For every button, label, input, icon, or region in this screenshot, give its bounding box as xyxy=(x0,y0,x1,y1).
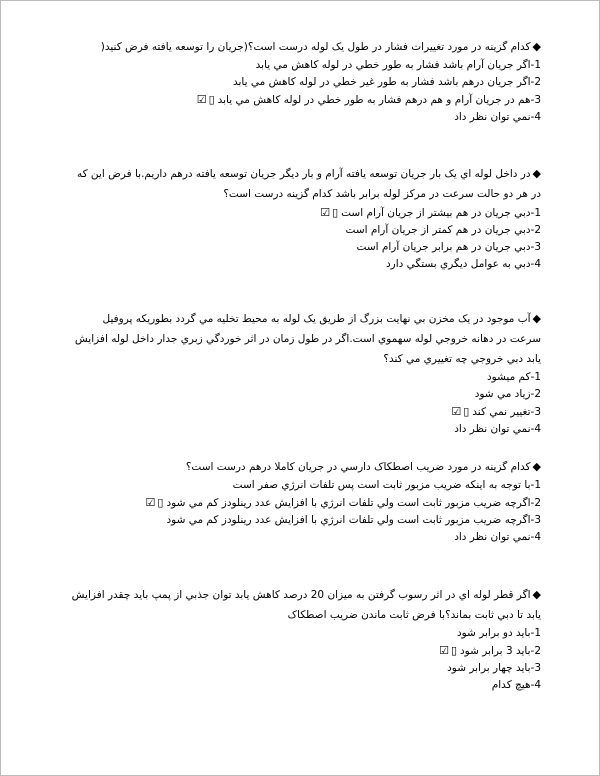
question-text: ◆اگر قطر لوله اي در اثر رسوب گرفتن به ميزان 20 درصد کاهش يابد توان جذبي از پمپ بايد چقدر افزايش يابد تا دبي ثابت بماند؟با فرض ثابت ماندن ضريب اصطکاک xyxy=(71,585,541,625)
question-text: ◆در داخل لوله اي يک بار جريان توسعه يافته آرام و بار ديگر جريان توسعه يافته درهم داريم.با فرض اين که در هر دو حالت سرعت در مرکز لوله برابر باشد کدام گزينه درست است؟ xyxy=(71,164,541,204)
question-text: ◆آب موجود در يک مخزن بي نهايت بزرگ از طريق يک لوله به محيط تخليه مي گردد بطوريکه پروفيل سرعت در دهانه خروجي لوله سهموي است.اگر در طول زمان در اثر خوردگي زبري جدار داخل لوله افزايش يابد دبي خروجي چه تغييري مي کند؟ xyxy=(71,309,541,369)
question-text: ◆كدام گزينه در مورد تغييرات فشار در طول يک لوله درست است؟(جريان را توسعه يافته فرض کنيد( xyxy=(71,37,541,57)
question-1 xyxy=(71,37,541,126)
question-text: ◆کدام گزينه در مورد ضريب اصطکاک دارسي در جريان کاملا درهم درست است؟ xyxy=(71,457,541,477)
option-3: 3-هم در جريان آرام و هم درهم فشار به طور خطي در لوله کاهش مي يابد▯☑ xyxy=(196,93,541,106)
option-3: 3-تغيير نمي کند▯☑ xyxy=(451,405,541,418)
diamond-bullet-icon: ◆ xyxy=(532,167,541,180)
empty-box-icon: ▯ xyxy=(332,206,339,219)
option-4: 4-نمي توان نظر داد xyxy=(454,531,541,543)
checked-box-icon: ☑ xyxy=(145,496,156,509)
option-1: 1-با توجه به اينکه ضريب مزبور ثابت است پس تلفات انرژي صفر است xyxy=(232,479,541,491)
question-2 xyxy=(71,164,541,273)
diamond-bullet-icon: ◆ xyxy=(532,40,541,53)
option-2: 2-اگر جريان درهم باشد فشار به طور غير خطي در لوله کاهش مي يابد xyxy=(232,76,541,88)
empty-box-icon: ▯ xyxy=(157,496,164,509)
option-1: 1-کم ميشود xyxy=(486,371,541,383)
checked-box-icon: ☑ xyxy=(439,644,449,657)
option-2: 2-اگرچه ضريب مزبور ثابت است ولي تلفات انرژي با افزايش عدد رينلودز کم مي شود▯☑ xyxy=(145,496,541,509)
diamond-bullet-icon: ◆ xyxy=(532,312,541,325)
question-5 xyxy=(71,585,541,694)
diamond-bullet-icon: ◆ xyxy=(532,460,541,473)
empty-box-icon: ▯ xyxy=(450,644,457,657)
option-4: 4-دبي به عوامل ديگري بستگي دارد xyxy=(385,258,541,270)
option-1: 1-اگر جريان آرام باشد فشار به طور خطي در لوله کاهش مي يابد xyxy=(255,59,541,71)
option-1: 1-دبي جريان در هم بيشتر از جريان آرام است▯☑ xyxy=(320,206,541,219)
option-3: 3-بايد چهار برابر شود xyxy=(447,662,541,674)
question-3 xyxy=(71,309,541,438)
diamond-bullet-icon: ◆ xyxy=(532,588,541,601)
option-2: 2-زياد مي شود xyxy=(474,388,541,400)
option-1: 1-بايد دو برابر شود xyxy=(456,627,541,639)
checked-box-icon: ☑ xyxy=(451,405,462,418)
option-4: 4-نمي توان نظر داد xyxy=(454,423,541,435)
checked-box-icon: ☑ xyxy=(320,206,331,219)
empty-box-icon: ▯ xyxy=(208,93,215,106)
empty-box-icon: ▯ xyxy=(463,405,470,418)
option-3: 3-دبي جريان در هم برابر جريان آرام است xyxy=(356,241,541,253)
option-2: 2-بايد 3 برابر شود▯☑ xyxy=(439,644,541,657)
option-3: 3-اگرچه ضريب مزبور ثابت است ولي تلفات انرژي با افزايش عدد رينلودز کم مي شود xyxy=(166,514,541,526)
option-4: 4-نمي توان نظر داد xyxy=(454,111,541,123)
option-2: 2-دبي جريان در هم کمتر از جريان آرام است xyxy=(345,224,541,236)
option-4: 4-هيچ کدام xyxy=(491,679,541,691)
checked-box-icon: ☑ xyxy=(196,93,207,106)
question-4 xyxy=(71,457,541,546)
